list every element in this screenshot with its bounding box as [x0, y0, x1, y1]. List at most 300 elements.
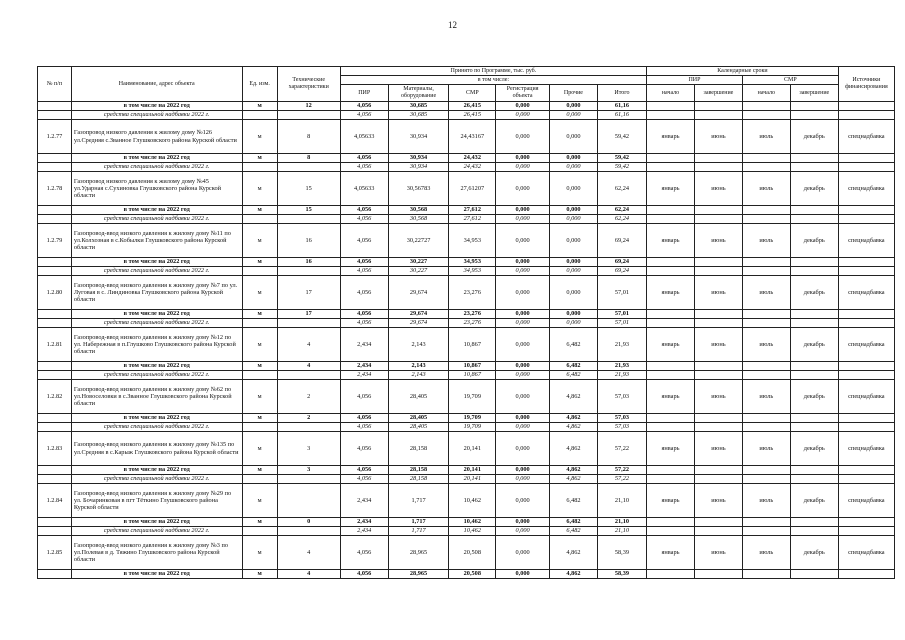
cell-smr-start	[742, 258, 790, 267]
cell-name: в том числе на 2022 год	[71, 518, 242, 527]
cell-value: 0,000	[496, 371, 550, 380]
cell-name: Газопровод-ввод низкого давления к жилому дому №7 по ул. Луговая в с. Линдиновка Глушковского района Курской области	[71, 276, 242, 310]
cell-smr-end	[790, 466, 838, 475]
cell-tech	[277, 527, 340, 536]
cell-smr-end	[790, 475, 838, 484]
cell-smr-end	[790, 362, 838, 371]
cell-value: 4,056	[340, 267, 388, 276]
cell-value: 0,000	[496, 102, 550, 111]
cell-value: 4,056	[340, 536, 388, 570]
cell-tech	[277, 111, 340, 120]
cell-pir-start	[647, 163, 695, 172]
table-row-subtotal	[38, 111, 895, 120]
cell-value: 4,056	[340, 570, 388, 579]
cell-smr-start: июль	[742, 276, 790, 310]
cell-value: 4,056	[340, 432, 388, 466]
cell-value: 4,056	[340, 414, 388, 423]
cell-value: 0,000	[496, 328, 550, 362]
cell-pir-start: январь	[647, 120, 695, 154]
cell-source	[838, 414, 894, 423]
cell-source	[838, 258, 894, 267]
cell-smr-end	[790, 310, 838, 319]
cell-smr-start	[742, 423, 790, 432]
cell-smr-start	[742, 414, 790, 423]
cell-value: 19,709	[449, 423, 496, 432]
col-unit: Ед. изм.	[242, 67, 277, 102]
cell-number	[38, 466, 72, 475]
cell-tech: 4	[277, 328, 340, 362]
cell-value: 61,16	[597, 102, 646, 111]
cell-unit: м	[242, 258, 277, 267]
cell-value: 21,10	[597, 527, 646, 536]
cell-value: 57,01	[597, 310, 646, 319]
cell-smr-start	[742, 527, 790, 536]
cell-tech: 4	[277, 362, 340, 371]
table-row-object	[38, 172, 895, 206]
cell-pir-end	[694, 310, 742, 319]
cell-unit	[242, 423, 277, 432]
cell-tech: 0	[277, 518, 340, 527]
cell-unit: м	[242, 570, 277, 579]
cell-tech	[277, 163, 340, 172]
table-row-subtotal	[38, 310, 895, 319]
table-row-subtotal	[38, 518, 895, 527]
cell-value: 4,056	[340, 258, 388, 267]
cell-pir-end	[694, 362, 742, 371]
cell-smr-start	[742, 371, 790, 380]
cell-value: 0,000	[549, 111, 597, 120]
cell-value: 0,000	[549, 163, 597, 172]
cell-value: 30,934	[388, 154, 449, 163]
cell-value: 10,462	[449, 527, 496, 536]
col-cal-smr: СМР	[742, 76, 838, 85]
cell-pir-start	[647, 475, 695, 484]
cell-name: в том числе на 2022 год	[71, 154, 242, 163]
cell-value: 4,056	[340, 319, 388, 328]
cell-value: 0,000	[496, 172, 550, 206]
cell-source	[838, 215, 894, 224]
cell-value: 4,862	[549, 414, 597, 423]
col-calendar: Календарные сроки	[647, 67, 839, 76]
cell-unit: м	[242, 484, 277, 518]
cell-value: 0,000	[549, 102, 597, 111]
cell-value: 0,000	[496, 536, 550, 570]
cell-number	[38, 258, 72, 267]
cell-value: 0,000	[496, 224, 550, 258]
cell-value: 4,056	[340, 111, 388, 120]
cell-value: 0,000	[549, 310, 597, 319]
cell-value: 0,000	[496, 432, 550, 466]
cell-pir-start	[647, 466, 695, 475]
cell-value: 0,000	[549, 267, 597, 276]
cell-value: 4,862	[549, 475, 597, 484]
cell-unit	[242, 267, 277, 276]
cell-pir-start	[647, 206, 695, 215]
cell-value: 27,612	[449, 206, 496, 215]
col-tech: Технические характеристики	[277, 67, 340, 102]
cell-tech: 2	[277, 414, 340, 423]
cell-smr-start	[742, 475, 790, 484]
cell-tech	[277, 267, 340, 276]
cell-source	[838, 570, 894, 579]
cell-tech	[277, 215, 340, 224]
cell-pir-end: июнь	[694, 120, 742, 154]
cell-value: 20,141	[449, 475, 496, 484]
cell-pir-start	[647, 258, 695, 267]
cell-tech	[277, 484, 340, 518]
cell-smr-start: июль	[742, 536, 790, 570]
cell-value: 69,24	[597, 258, 646, 267]
cell-pir-start: январь	[647, 172, 695, 206]
table-row-object	[38, 328, 895, 362]
cell-value: 20,141	[449, 432, 496, 466]
cell-value: 30,934	[388, 163, 449, 172]
cell-unit: м	[242, 172, 277, 206]
cell-tech	[277, 423, 340, 432]
cell-value: 0,000	[496, 267, 550, 276]
cell-smr-end	[790, 154, 838, 163]
cell-value: 10,867	[449, 362, 496, 371]
cell-unit: м	[242, 414, 277, 423]
cell-number: 1.2.82	[38, 380, 72, 414]
cell-unit: м	[242, 276, 277, 310]
table-row-object	[38, 484, 895, 518]
cell-value: 4,056	[340, 215, 388, 224]
cell-smr-start	[742, 215, 790, 224]
cell-smr-end: декабрь	[790, 276, 838, 310]
cell-value: 4,862	[549, 570, 597, 579]
cell-source	[838, 362, 894, 371]
cell-smr-start: июль	[742, 380, 790, 414]
cell-value: 4,862	[549, 380, 597, 414]
cell-value: 2,434	[340, 362, 388, 371]
cell-source: спецнадбавка	[838, 172, 894, 206]
cell-value: 28,405	[388, 414, 449, 423]
cell-tech: 17	[277, 276, 340, 310]
cell-smr-start	[742, 310, 790, 319]
cell-value: 0,000	[496, 206, 550, 215]
cell-unit	[242, 111, 277, 120]
cell-pir-end	[694, 371, 742, 380]
cell-smr-end: декабрь	[790, 172, 838, 206]
table-row-object	[38, 276, 895, 310]
cell-pir-end: июнь	[694, 328, 742, 362]
cell-pir-end	[694, 154, 742, 163]
cell-number	[38, 362, 72, 371]
cell-number: 1.2.80	[38, 276, 72, 310]
cell-unit	[242, 163, 277, 172]
cell-value: 0,000	[549, 276, 597, 310]
cell-value: 1,717	[388, 518, 449, 527]
cell-pir-end	[694, 475, 742, 484]
cell-value: 62,24	[597, 172, 646, 206]
cell-value: 1,717	[388, 484, 449, 518]
cell-name: Газопровод-ввод низкого давления к жилому дому №3 по ул.Полевая в д. Тяжино Глушковского района Курской области	[71, 536, 242, 570]
cell-smr-start: июль	[742, 484, 790, 518]
cell-value: 28,405	[388, 380, 449, 414]
cell-value: 59,42	[597, 154, 646, 163]
cell-value: 28,158	[388, 475, 449, 484]
cell-value: 10,462	[449, 518, 496, 527]
cell-number: 1.2.83	[38, 432, 72, 466]
cell-pir-start	[647, 102, 695, 111]
cell-name: средства специальной надбавки 2022 г.	[71, 319, 242, 328]
cell-source: спецнадбавка	[838, 276, 894, 310]
cell-pir-end: июнь	[694, 536, 742, 570]
cell-value: 0,000	[496, 484, 550, 518]
cell-value: 58,39	[597, 536, 646, 570]
cell-value: 0,000	[549, 206, 597, 215]
cell-value: 4,056	[340, 466, 388, 475]
cell-number	[38, 111, 72, 120]
cell-unit	[242, 319, 277, 328]
cell-value: 57,22	[597, 466, 646, 475]
cell-unit	[242, 371, 277, 380]
table-row-subtotal	[38, 102, 895, 111]
col-smr-end: завершение	[790, 85, 838, 102]
cell-number: 1.2.84	[38, 484, 72, 518]
cell-value: 6,482	[549, 328, 597, 362]
cell-value: 29,674	[388, 276, 449, 310]
cell-tech: 4	[277, 536, 340, 570]
cell-tech	[277, 371, 340, 380]
cell-unit: м	[242, 154, 277, 163]
cell-value: 30,685	[388, 111, 449, 120]
cell-source	[838, 527, 894, 536]
cell-smr-start	[742, 267, 790, 276]
cell-value: 6,482	[549, 527, 597, 536]
cell-tech: 17	[277, 310, 340, 319]
table-row-subtotal	[38, 423, 895, 432]
cell-source: спецнадбавка	[838, 224, 894, 258]
cell-pir-end	[694, 111, 742, 120]
cell-value: 0,000	[496, 527, 550, 536]
table-header	[38, 67, 895, 102]
cell-value: 0,000	[496, 163, 550, 172]
program-table	[37, 66, 895, 579]
cell-value: 0,000	[496, 475, 550, 484]
cell-smr-end: декабрь	[790, 328, 838, 362]
cell-value: 69,24	[597, 224, 646, 258]
cell-value: 2,434	[340, 484, 388, 518]
cell-tech: 15	[277, 172, 340, 206]
cell-source: спецнадбавка	[838, 328, 894, 362]
cell-smr-end: декабрь	[790, 432, 838, 466]
cell-tech: 12	[277, 102, 340, 111]
cell-name: Газопровод-ввод низкого давления к жилому дому №29 по ул. Бочаринковая в пгт Тёткино Глушковского района Курской области	[71, 484, 242, 518]
cell-number: 1.2.81	[38, 328, 72, 362]
cell-pir-start	[647, 154, 695, 163]
cell-tech: 2	[277, 380, 340, 414]
cell-value: 62,24	[597, 206, 646, 215]
cell-unit: м	[242, 102, 277, 111]
cell-value: 21,93	[597, 362, 646, 371]
table-row-subtotal	[38, 154, 895, 163]
cell-number	[38, 154, 72, 163]
cell-value: 30,568	[388, 215, 449, 224]
cell-value: 69,24	[597, 267, 646, 276]
col-program: Принято по Программе, тыс. руб.	[340, 67, 646, 76]
cell-value: 34,953	[449, 267, 496, 276]
cell-value: 2,143	[388, 362, 449, 371]
cell-pir-start: январь	[647, 276, 695, 310]
cell-value: 0,000	[496, 310, 550, 319]
cell-value: 0,000	[549, 172, 597, 206]
cell-unit	[242, 527, 277, 536]
cell-smr-start	[742, 518, 790, 527]
cell-source: спецнадбавка	[838, 380, 894, 414]
cell-value: 4,05633	[340, 120, 388, 154]
cell-smr-start	[742, 319, 790, 328]
cell-name: средства специальной надбавки 2022 г.	[71, 371, 242, 380]
col-smr: СМР	[449, 85, 496, 102]
cell-smr-start	[742, 163, 790, 172]
table-row-object	[38, 536, 895, 570]
cell-value: 4,05633	[340, 172, 388, 206]
cell-value: 28,405	[388, 423, 449, 432]
cell-value: 62,24	[597, 215, 646, 224]
cell-value: 0,000	[549, 224, 597, 258]
cell-tech: 3	[277, 466, 340, 475]
cell-pir-start: январь	[647, 536, 695, 570]
cell-source	[838, 267, 894, 276]
cell-value: 0,000	[496, 362, 550, 371]
table-row-subtotal	[38, 258, 895, 267]
cell-name: Газопровод низкого давления к жилому дому №126 ул.Средняя с.Званное Глушковского района Курской области	[71, 120, 242, 154]
cell-tech: 15	[277, 206, 340, 215]
cell-value: 57,22	[597, 475, 646, 484]
cell-smr-start	[742, 362, 790, 371]
cell-name: средства специальной надбавки 2022 г.	[71, 267, 242, 276]
cell-value: 0,000	[496, 120, 550, 154]
cell-value: 19,709	[449, 414, 496, 423]
cell-smr-end	[790, 319, 838, 328]
cell-number	[38, 102, 72, 111]
cell-smr-end: декабрь	[790, 484, 838, 518]
cell-value: 57,22	[597, 432, 646, 466]
cell-value: 28,965	[388, 536, 449, 570]
cell-number: 1.2.85	[38, 536, 72, 570]
cell-pir-end: июнь	[694, 172, 742, 206]
cell-value: 2,434	[340, 527, 388, 536]
cell-value: 0,000	[496, 258, 550, 267]
cell-smr-start: июль	[742, 120, 790, 154]
cell-pir-start	[647, 267, 695, 276]
cell-value: 4,862	[549, 466, 597, 475]
cell-unit: м	[242, 362, 277, 371]
cell-pir-end	[694, 215, 742, 224]
cell-unit: м	[242, 380, 277, 414]
cell-pir-start	[647, 570, 695, 579]
table-row-subtotal	[38, 215, 895, 224]
table-row-subtotal	[38, 414, 895, 423]
cell-source	[838, 466, 894, 475]
cell-pir-end	[694, 163, 742, 172]
cell-value: 21,93	[597, 371, 646, 380]
cell-name: в том числе на 2022 год	[71, 570, 242, 579]
cell-value: 0,000	[496, 423, 550, 432]
col-incl: в том числе:	[340, 76, 646, 85]
table-row-subtotal	[38, 527, 895, 536]
cell-pir-start: январь	[647, 484, 695, 518]
col-cal-pir: ПИР	[647, 76, 743, 85]
cell-value: 4,862	[549, 423, 597, 432]
cell-value: 21,10	[597, 484, 646, 518]
cell-pir-start	[647, 310, 695, 319]
cell-value: 0,000	[549, 319, 597, 328]
col-pir-start: начало	[647, 85, 695, 102]
cell-name: в том числе на 2022 год	[71, 258, 242, 267]
cell-value: 20,508	[449, 570, 496, 579]
cell-value: 30,22727	[388, 224, 449, 258]
cell-name: средства специальной надбавки 2022 г.	[71, 527, 242, 536]
cell-value: 23,276	[449, 310, 496, 319]
cell-pir-end	[694, 518, 742, 527]
cell-unit: м	[242, 206, 277, 215]
cell-smr-end: декабрь	[790, 120, 838, 154]
cell-smr-end	[790, 423, 838, 432]
cell-name: в том числе на 2022 год	[71, 206, 242, 215]
cell-value: 58,39	[597, 570, 646, 579]
cell-value: 20,141	[449, 466, 496, 475]
cell-value: 10,462	[449, 484, 496, 518]
cell-pir-start: январь	[647, 432, 695, 466]
table-row-subtotal	[38, 206, 895, 215]
cell-value: 4,056	[340, 475, 388, 484]
cell-smr-start	[742, 102, 790, 111]
cell-smr-start	[742, 466, 790, 475]
cell-value: 6,482	[549, 484, 597, 518]
cell-pir-start	[647, 371, 695, 380]
cell-value: 4,862	[549, 432, 597, 466]
cell-number	[38, 206, 72, 215]
cell-value: 0,000	[549, 215, 597, 224]
cell-smr-end	[790, 267, 838, 276]
cell-source: спецнадбавка	[838, 432, 894, 466]
cell-number	[38, 215, 72, 224]
cell-value: 2,434	[340, 371, 388, 380]
cell-value: 29,674	[388, 319, 449, 328]
cell-smr-end	[790, 102, 838, 111]
cell-value: 61,16	[597, 111, 646, 120]
cell-pir-end: июнь	[694, 432, 742, 466]
cell-value: 4,056	[340, 224, 388, 258]
cell-value: 0,000	[496, 319, 550, 328]
cell-pir-start	[647, 319, 695, 328]
cell-value: 57,03	[597, 380, 646, 414]
cell-value: 30,568	[388, 206, 449, 215]
cell-value: 4,056	[340, 310, 388, 319]
cell-number	[38, 319, 72, 328]
cell-value: 4,862	[549, 536, 597, 570]
cell-smr-start	[742, 570, 790, 579]
cell-value: 57,03	[597, 423, 646, 432]
cell-smr-end	[790, 111, 838, 120]
cell-smr-end	[790, 163, 838, 172]
cell-smr-end: декабрь	[790, 380, 838, 414]
cell-value: 30,934	[388, 120, 449, 154]
cell-value: 4,056	[340, 423, 388, 432]
cell-value: 30,227	[388, 258, 449, 267]
table-row-subtotal	[38, 570, 895, 579]
cell-pir-end	[694, 570, 742, 579]
cell-value: 1,717	[388, 527, 449, 536]
cell-pir-start	[647, 362, 695, 371]
table-row-subtotal	[38, 362, 895, 371]
cell-number: 1.2.78	[38, 172, 72, 206]
cell-name: средства специальной надбавки 2022 г.	[71, 423, 242, 432]
col-sources: Источники финансирования	[838, 67, 894, 102]
